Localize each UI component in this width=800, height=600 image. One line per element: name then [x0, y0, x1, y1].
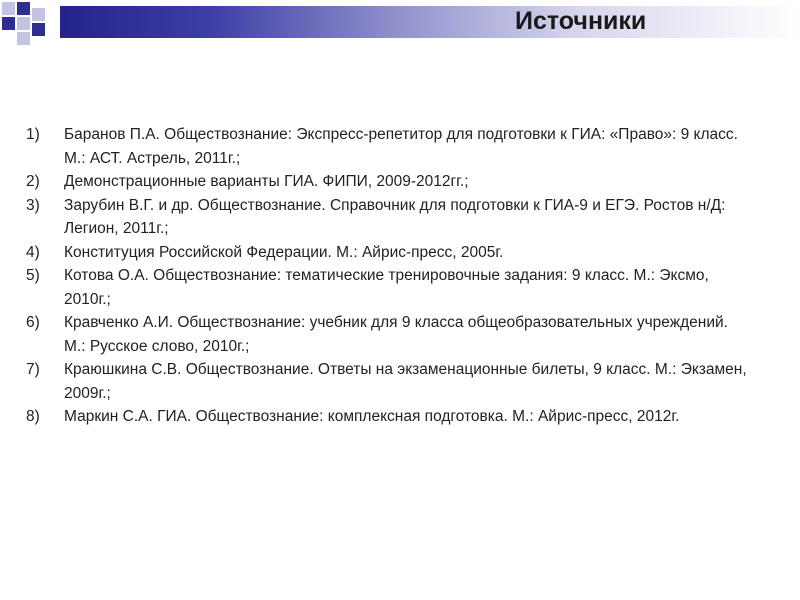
corner-square-7 [17, 32, 30, 45]
header-gradient-band [60, 6, 800, 38]
list-item-text: Котова О.А. Обществознание: тематические тренировочные задания: 9 класс. М.: Эксмо, 2010г.; [64, 267, 709, 308]
list-item [26, 194, 750, 241]
list-item-text: Кравченко А.И. Обществознание: учебник для 9 класса общеобразовательных учреждений. М.: Русское слово, 2010г.; [64, 314, 728, 355]
sources-list [26, 123, 750, 429]
list-item-text: Демонстрационные варианты ГИА. ФИПИ, 2009-2012гг.; [64, 173, 469, 190]
list-item [26, 311, 750, 358]
page-title: Источники [515, 7, 647, 35]
list-item-number: 1) [26, 126, 40, 143]
list-item-text: Конституция Российской Федерации. М.: Айрис-пресс, 2005г. [64, 243, 504, 261]
corner-square-6 [32, 23, 45, 36]
corner-square-1 [2, 2, 15, 15]
corner-square-2 [17, 2, 30, 15]
list-item [26, 358, 750, 405]
list-item-number: 8) [26, 408, 40, 425]
list-item [26, 405, 750, 429]
corner-squares-decoration [0, 0, 60, 50]
corner-square-3 [32, 8, 45, 21]
list-item-text: Маркин С.А. ГИА. Обществознание: комплексная подготовка. М.: Айрис-пресс, 2012г. [64, 408, 680, 425]
list-item [26, 123, 750, 170]
list-item-number: 2) [26, 173, 40, 190]
corner-square-5 [17, 17, 30, 30]
list-item-number: 4) [26, 243, 40, 261]
list-item-text: Зарубин В.Г. и др. Обществознание. Справочник для подготовки к ГИА-9 и ЕГЭ. Ростов н/Д: Легион, 2011г.; [64, 196, 726, 237]
corner-square-4 [2, 17, 15, 30]
list-item-number: 7) [26, 361, 40, 378]
list-item-number: 3) [26, 196, 40, 214]
list-item-number: 5) [26, 267, 40, 284]
list-item-text: Баранов П.А. Обществознание: Экспресс-репетитор для подготовки к ГИА: «Право»: 9 класс. М.: АСТ. Астрель, 2011г.; [64, 126, 738, 167]
list-item [26, 264, 750, 311]
list-item-number: 6) [26, 314, 40, 331]
list-item [26, 241, 750, 265]
list-item-text: Краюшкина С.В. Обществознание. Ответы на экзаменационные билеты, 9 класс. М.: Экзамен, 2009г.; [64, 361, 747, 402]
list-item [26, 170, 750, 194]
